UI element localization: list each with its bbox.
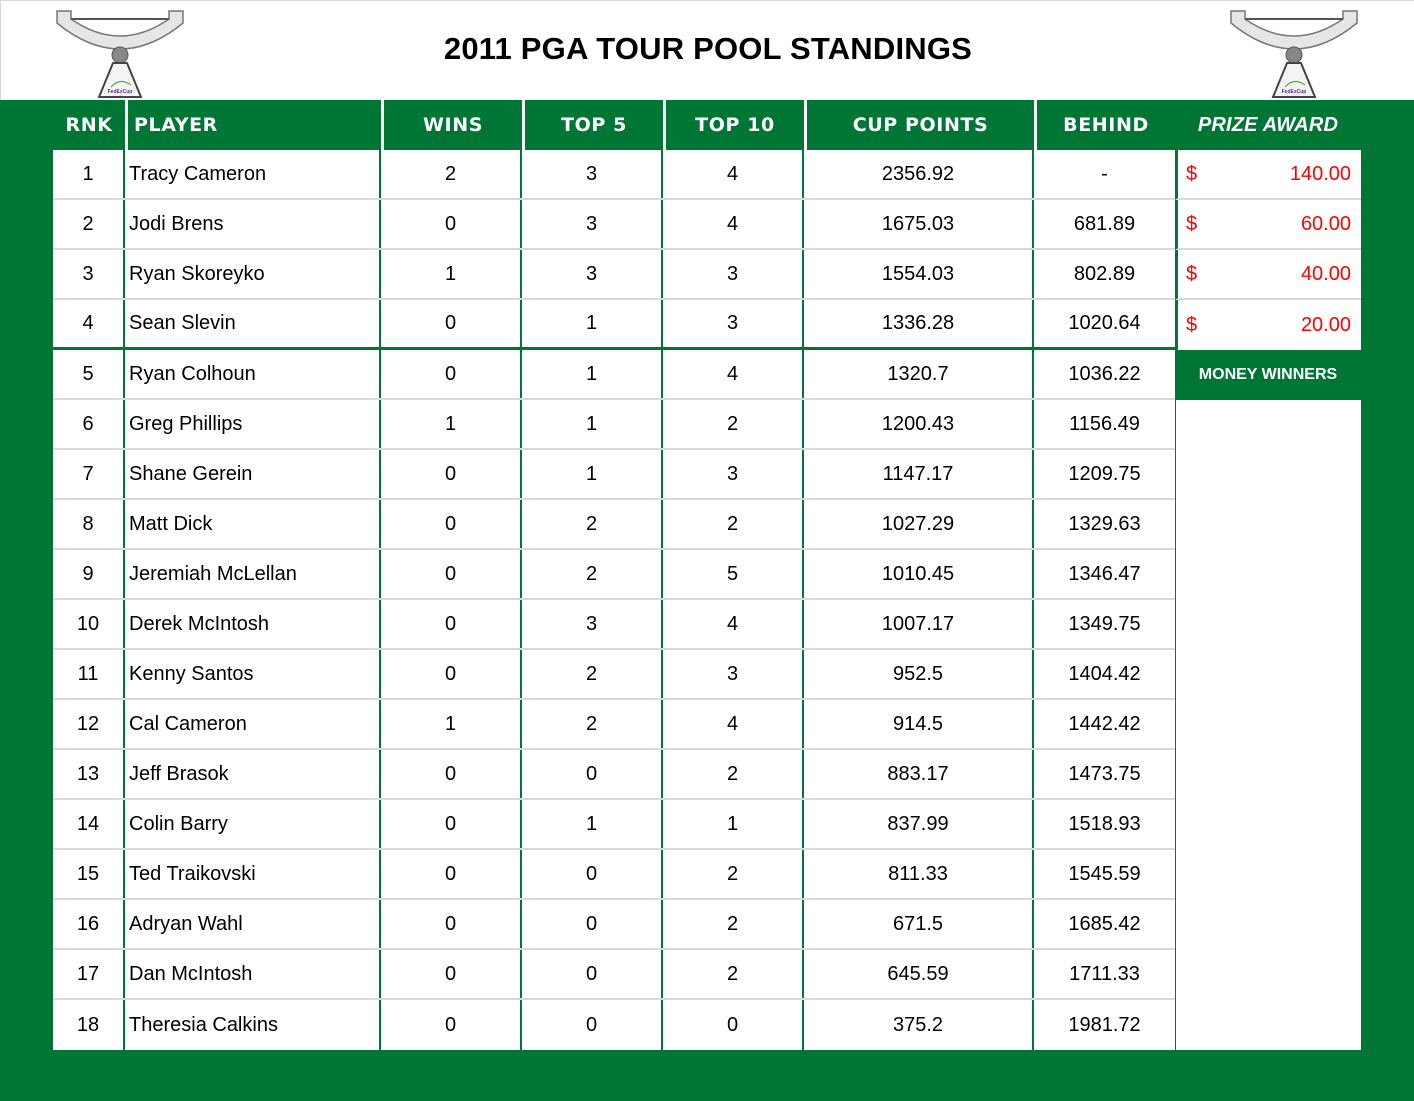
- cup-points-cell: 952.5: [804, 650, 1034, 698]
- wins-cell: 0: [381, 550, 522, 598]
- wins-cell: 0: [381, 900, 522, 948]
- table-row: [53, 150, 1175, 200]
- table-row: [53, 700, 1175, 750]
- header-wins: WINS: [381, 100, 522, 150]
- top10-cell: 1: [663, 800, 804, 848]
- rank-cell: 10: [53, 600, 125, 648]
- top5-cell: 2: [522, 550, 663, 598]
- wins-cell: 0: [381, 450, 522, 498]
- top5-cell: 1: [522, 350, 663, 398]
- player-name-cell: Derek McIntosh: [125, 600, 381, 648]
- rank-cell: 12: [53, 700, 125, 748]
- behind-cell: 681.89: [1073, 212, 1136, 235]
- top10-cell: 4: [663, 700, 804, 748]
- behind-cell: 1545.59: [1068, 862, 1141, 885]
- top10-cell: 2: [663, 750, 804, 798]
- header-player: PLAYER: [125, 100, 381, 150]
- cup-points-cell: 837.99: [804, 800, 1034, 848]
- svg-text:FedExCup: FedExCup: [1281, 89, 1307, 95]
- cup-points-cell: 811.33: [804, 850, 1034, 898]
- rank-cell: 4: [53, 300, 125, 347]
- wins-cell: 0: [381, 300, 522, 347]
- top10-cell: 2: [663, 950, 804, 998]
- prize-amount: 40.00: [1300, 262, 1351, 285]
- behind-cell: -: [1101, 162, 1108, 185]
- player-name-cell: Kenny Santos: [125, 650, 381, 698]
- svg-text:FedExCup: FedExCup: [107, 89, 133, 95]
- player-name-cell: Dan McIntosh: [125, 950, 381, 998]
- standings-table: [53, 150, 1175, 1050]
- player-name-cell: Colin Barry: [125, 800, 381, 848]
- cup-points-cell: 1320.7: [804, 350, 1034, 398]
- header-top5: TOP 5: [522, 100, 663, 150]
- table-row: [53, 400, 1175, 450]
- wins-cell: 1: [381, 700, 522, 748]
- top5-cell: 3: [522, 600, 663, 648]
- table-row: [53, 350, 1175, 400]
- wins-cell: 1: [381, 250, 522, 298]
- page-title: 2011 PGA TOUR POOL STANDINGS: [443, 31, 973, 66]
- rank-cell: 8: [53, 500, 125, 548]
- prize-column-blank-area: [1176, 400, 1361, 1050]
- table-row: [53, 550, 1175, 600]
- player-name-cell: Jeff Brasok: [125, 750, 381, 798]
- prize-award-cell: [1175, 250, 1361, 300]
- top10-cell: 4: [663, 150, 804, 198]
- top5-cell: 3: [522, 200, 663, 248]
- top5-cell: 3: [522, 250, 663, 298]
- cup-points-cell: 883.17: [804, 750, 1034, 798]
- wins-cell: 0: [381, 600, 522, 648]
- top5-cell: 0: [522, 1000, 663, 1050]
- top10-cell: 2: [663, 900, 804, 948]
- top10-cell: 3: [663, 250, 804, 298]
- table-row: [53, 200, 1175, 250]
- header-rnk: RNK: [65, 114, 113, 136]
- cup-points-cell: 1147.17: [804, 450, 1034, 498]
- player-name-cell: Theresia Calkins: [125, 1000, 381, 1050]
- behind-cell: 1349.75: [1068, 612, 1141, 635]
- top10-cell: 3: [663, 650, 804, 698]
- top5-cell: 2: [522, 700, 663, 748]
- player-name-cell: Sean Slevin: [125, 300, 381, 347]
- behind-cell: 1685.42: [1068, 912, 1141, 935]
- player-name-cell: Adryan Wahl: [125, 900, 381, 948]
- behind-cell: 1981.72: [1068, 1013, 1141, 1036]
- header-top10: TOP 10: [663, 100, 804, 150]
- wins-cell: 0: [381, 1000, 522, 1050]
- cup-points-cell: 1010.45: [804, 550, 1034, 598]
- behind-cell: 1711.33: [1069, 962, 1140, 985]
- top5-cell: 2: [522, 650, 663, 698]
- top5-cell: 1: [522, 300, 663, 347]
- currency-symbol: $: [1186, 162, 1198, 185]
- wins-cell: 0: [381, 750, 522, 798]
- behind-cell: 1156.49: [1069, 412, 1140, 435]
- prize-award-cell: [1175, 200, 1361, 250]
- wins-cell: 0: [381, 950, 522, 998]
- player-name-cell: Greg Phillips: [125, 400, 381, 448]
- prize-award-column: [1175, 150, 1361, 350]
- cup-points-cell: 1007.17: [804, 600, 1034, 648]
- table-row: [53, 750, 1175, 800]
- player-name-cell: Ted Traikovski: [125, 850, 381, 898]
- currency-symbol: $: [1186, 212, 1198, 235]
- fedex-cup-trophy-icon: [1227, 5, 1361, 99]
- rank-cell: 9: [53, 550, 125, 598]
- player-name-cell: Ryan Colhoun: [125, 350, 381, 398]
- table-row: [53, 900, 1175, 950]
- rank-cell: 1: [53, 150, 125, 198]
- wins-cell: 0: [381, 650, 522, 698]
- wins-cell: 0: [381, 800, 522, 848]
- rank-cell: 13: [53, 750, 125, 798]
- top5-cell: 0: [522, 900, 663, 948]
- table-row: [53, 250, 1175, 300]
- table-row: [53, 500, 1175, 550]
- currency-symbol: $: [1186, 262, 1198, 285]
- prize-amount: 60.00: [1300, 212, 1351, 235]
- prize-amount: 140.00: [1289, 162, 1351, 185]
- player-name-cell: Matt Dick: [125, 500, 381, 548]
- top10-cell: 2: [663, 500, 804, 548]
- wins-cell: 2: [381, 150, 522, 198]
- top10-cell: 3: [663, 450, 804, 498]
- rank-cell: 3: [53, 250, 125, 298]
- top5-cell: 1: [522, 800, 663, 848]
- wins-cell: 0: [381, 350, 522, 398]
- currency-symbol: $: [1186, 313, 1198, 336]
- behind-cell: 1442.42: [1068, 712, 1141, 735]
- table-row: [53, 650, 1175, 700]
- behind-cell: 1473.75: [1068, 762, 1141, 785]
- behind-cell: 1346.47: [1068, 562, 1141, 585]
- player-name-cell: Jeremiah McLellan: [125, 550, 381, 598]
- player-name-cell: Tracy Cameron: [125, 150, 381, 198]
- rank-cell: 14: [53, 800, 125, 848]
- header-cup-points: CUP POINTS: [804, 100, 1034, 150]
- table-row: [53, 600, 1175, 650]
- table-row: [53, 950, 1175, 1000]
- table-row: [53, 1000, 1175, 1050]
- cup-points-cell: 1200.43: [804, 400, 1034, 448]
- top5-cell: 0: [522, 950, 663, 998]
- cup-points-cell: 914.5: [804, 700, 1034, 748]
- top10-cell: 2: [663, 850, 804, 898]
- cup-points-cell: 375.2: [804, 1000, 1034, 1050]
- table-row: [53, 300, 1175, 350]
- rank-cell: 17: [53, 950, 125, 998]
- behind-cell: 1020.64: [1068, 312, 1141, 334]
- money-winners-label: MONEY WINNERS: [1198, 366, 1338, 383]
- cup-points-cell: 645.59: [804, 950, 1034, 998]
- rank-cell: 5: [53, 350, 125, 398]
- top5-cell: 2: [522, 500, 663, 548]
- title-banner: [0, 0, 1414, 100]
- header-prize-award: PRIZE AWARD: [1197, 113, 1339, 136]
- prize-amount: 20.00: [1300, 313, 1351, 336]
- rank-cell: 15: [53, 850, 125, 898]
- rank-cell: 16: [53, 900, 125, 948]
- top10-cell: 4: [663, 350, 804, 398]
- cup-points-cell: 1027.29: [804, 500, 1034, 548]
- rank-cell: 11: [53, 650, 125, 698]
- cup-points-cell: 1336.28: [804, 300, 1034, 347]
- prize-award-cell: [1175, 150, 1361, 200]
- top5-cell: 1: [522, 400, 663, 448]
- table-row: [53, 450, 1175, 500]
- table-row: [53, 800, 1175, 850]
- top10-cell: 0: [663, 1000, 804, 1050]
- top10-cell: 4: [663, 200, 804, 248]
- wins-cell: 0: [381, 850, 522, 898]
- header-behind: BEHIND: [1034, 100, 1175, 150]
- top10-cell: 4: [663, 600, 804, 648]
- player-name-cell: Jodi Brens: [125, 200, 381, 248]
- top5-cell: 0: [522, 750, 663, 798]
- behind-cell: 1209.75: [1068, 462, 1141, 485]
- wins-cell: 0: [381, 500, 522, 548]
- player-name-cell: Ryan Skoreyko: [125, 250, 381, 298]
- cup-points-cell: 1554.03: [804, 250, 1034, 298]
- behind-cell: 1329.63: [1068, 512, 1141, 535]
- behind-cell: 1518.93: [1068, 812, 1141, 835]
- rank-cell: 2: [53, 200, 125, 248]
- top10-cell: 3: [663, 300, 804, 347]
- cup-points-cell: 1675.03: [804, 200, 1034, 248]
- rank-cell: 7: [53, 450, 125, 498]
- rank-cell: 6: [53, 400, 125, 448]
- top5-cell: 0: [522, 850, 663, 898]
- behind-cell: 802.89: [1073, 262, 1136, 285]
- wins-cell: 0: [381, 200, 522, 248]
- prize-award-cell: [1175, 300, 1361, 350]
- player-name-cell: Cal Cameron: [125, 700, 381, 748]
- player-name-cell: Shane Gerein: [125, 450, 381, 498]
- cup-points-cell: 671.5: [804, 900, 1034, 948]
- behind-cell: 1036.22: [1068, 362, 1141, 385]
- top5-cell: 3: [522, 150, 663, 198]
- top5-cell: 1: [522, 450, 663, 498]
- table-row: [53, 850, 1175, 900]
- top10-cell: 2: [663, 400, 804, 448]
- wins-cell: 1: [381, 400, 522, 448]
- rank-cell: 18: [53, 1000, 125, 1050]
- cup-points-cell: 2356.92: [804, 150, 1034, 198]
- top10-cell: 5: [663, 550, 804, 598]
- behind-cell: 1404.42: [1068, 662, 1141, 685]
